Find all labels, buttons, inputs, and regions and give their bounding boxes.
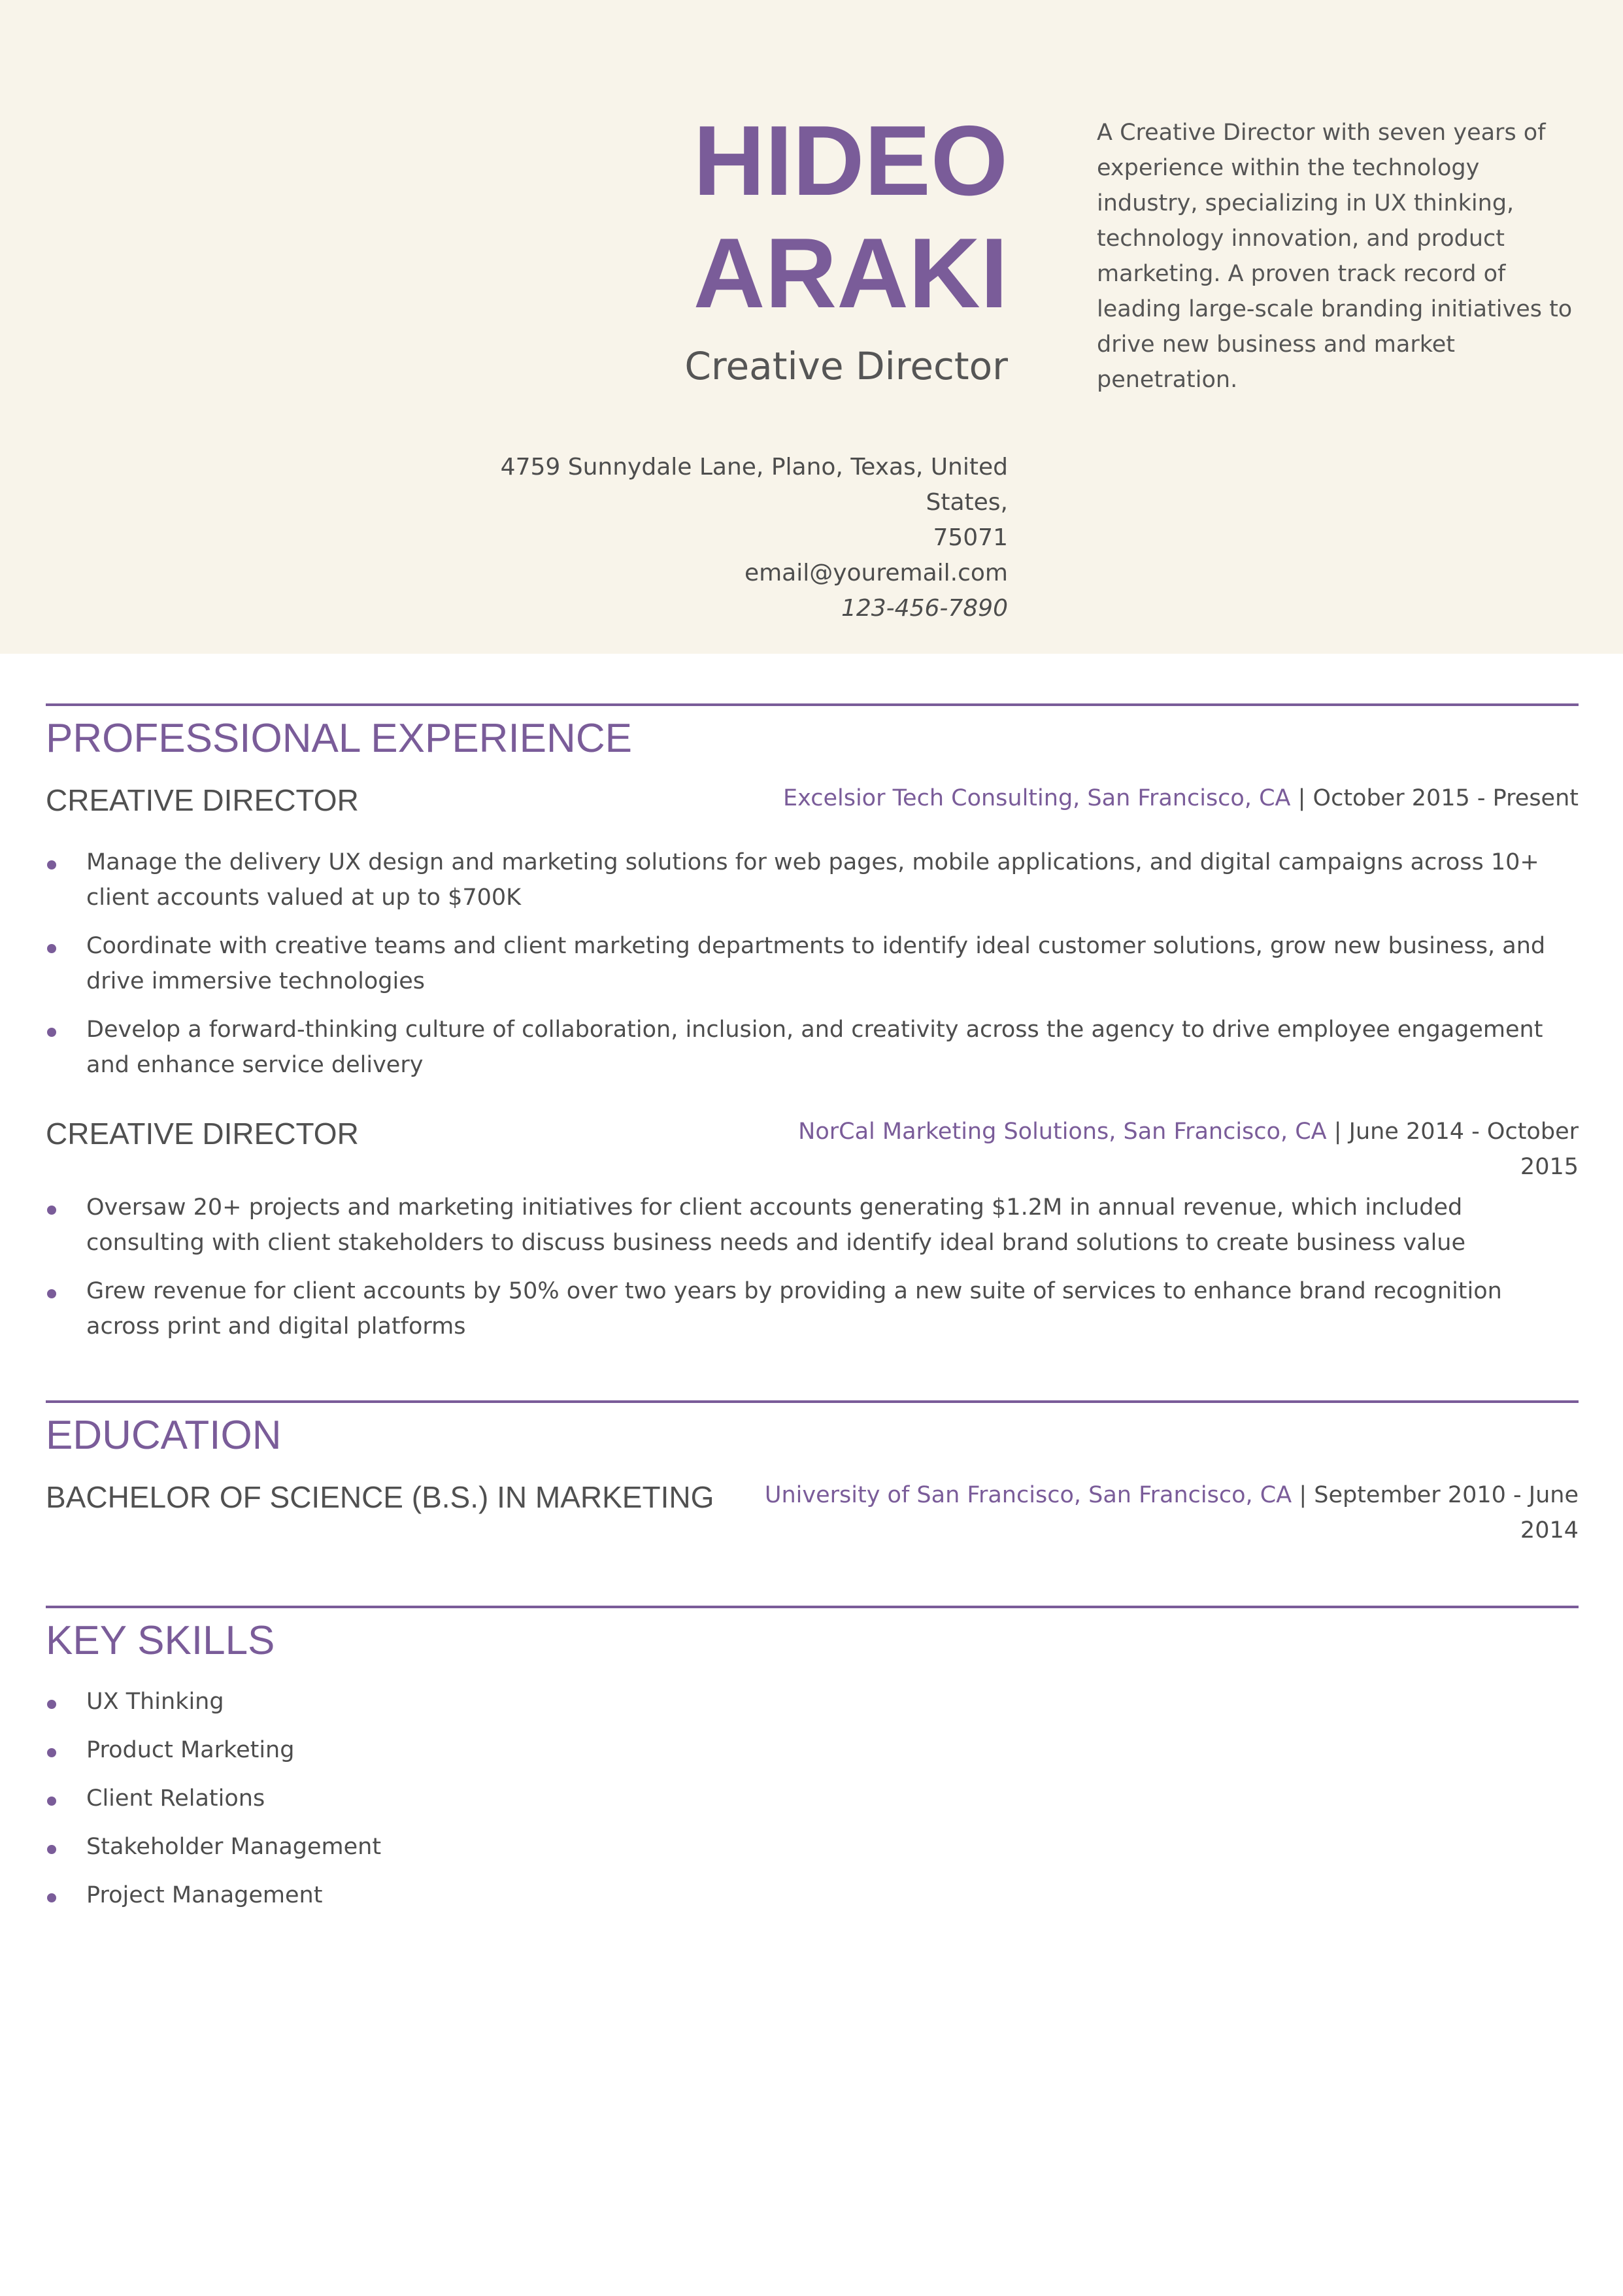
job-dates: | October 2015 - Present [1290, 785, 1579, 811]
section-divider [46, 1606, 1579, 1608]
address-line-2: 75071 [933, 524, 1008, 551]
job-bullets [46, 845, 1579, 1083]
experience-section [46, 703, 1579, 1344]
list-item: Coordinate with creative teams and client marketing departments to identify ideal customer solutions, grow new business, and drive immersive technologies [46, 928, 1579, 999]
bullet-icon [47, 1748, 56, 1757]
education-entry [46, 1477, 1579, 1548]
address-line-1: 4759 Sunnydale Lane, Plano, Texas, United States, [500, 454, 1008, 516]
bullet-icon [47, 1845, 56, 1854]
bullet-icon [47, 1797, 56, 1806]
education-meta [765, 1477, 1579, 1548]
skill-item: UX Thinking [46, 1684, 1579, 1719]
resume-header [0, 0, 1623, 654]
job-dates-continued: 2015 [1520, 1154, 1579, 1180]
skill-item: Stakeholder Management [46, 1829, 1579, 1865]
education-dates-continued: 2014 [1520, 1517, 1579, 1544]
phone: 123-456-7890 [841, 595, 1008, 622]
bullet-icon [47, 1028, 56, 1037]
list-item: Grew revenue for client accounts by 50% over two years by providing a new suite of services to enhance brand recognition across print and digital platforms [46, 1274, 1579, 1344]
skills-section [46, 1606, 1579, 1913]
school-name: University of San Francisco, San Francisco, CA [764, 1482, 1292, 1508]
professional-summary: A Creative Director with seven years of experience within the technology industry, specializing in UX thinking, technology innovation, and product marketing. A proven track record of leading large-scale branding initiatives to drive new business and market penetration. [1097, 120, 1573, 393]
list-item: Oversaw 20+ projects and marketing initiatives for client accounts generating $1.2M in annual revenue, which included consulting with client stakeholders to discuss business needs and identify ideal brand solutions to create business value [46, 1190, 1579, 1260]
bullet-icon [47, 1206, 56, 1215]
bullet-icon [47, 1700, 56, 1709]
bullet-icon [47, 944, 56, 953]
skill-item: Client Relations [46, 1781, 1579, 1816]
job-title: Creative Director [684, 344, 1008, 388]
skill-item: Project Management [46, 1878, 1579, 1913]
job-bullets [46, 1190, 1579, 1344]
job-entry [46, 1114, 1579, 1344]
job-meta [783, 781, 1579, 816]
job-meta [798, 1114, 1579, 1185]
contact-info [420, 450, 1008, 626]
job-organization: Excelsior Tech Consulting, San Francisco, CA [783, 785, 1291, 811]
degree-title: BACHELOR OF SCIENCE (B.S.) IN MARKETING [46, 1480, 714, 1514]
job-title: CREATIVE DIRECTOR [46, 1117, 359, 1151]
last-name: ARAKI [693, 218, 1008, 329]
section-divider [46, 1400, 1579, 1403]
section-title-education: EDUCATION [46, 1413, 282, 1458]
email: email@youremail.com [744, 560, 1008, 586]
section-title-skills: KEY SKILLS [46, 1618, 275, 1663]
list-item: Develop a forward-thinking culture of collaboration, inclusion, and creativity across the agency to drive employee engagement and enhance service delivery [46, 1012, 1579, 1083]
bullet-icon [47, 1893, 56, 1902]
skill-item: Product Marketing [46, 1732, 1579, 1768]
section-divider [46, 703, 1579, 706]
job-dates: | June 2014 - October [1326, 1119, 1579, 1145]
candidate-name [694, 105, 1008, 329]
skills-list [46, 1684, 1579, 1913]
first-name: HIDEO [693, 105, 1008, 216]
education-dates: | September 2010 - June [1292, 1482, 1579, 1508]
section-title-experience: PROFESSIONAL EXPERIENCE [46, 716, 632, 761]
list-item: Manage the delivery UX design and marketing solutions for web pages, mobile applications, and digital campaigns across 10+ client accounts valued at up to $700K [46, 845, 1579, 915]
education-section [46, 1400, 1579, 1548]
bullet-icon [47, 1289, 56, 1298]
job-entry [46, 781, 1579, 1083]
job-organization: NorCal Marketing Solutions, San Francisco, CA [798, 1119, 1327, 1145]
job-title: CREATIVE DIRECTOR [46, 783, 359, 817]
bullet-icon [47, 860, 56, 869]
